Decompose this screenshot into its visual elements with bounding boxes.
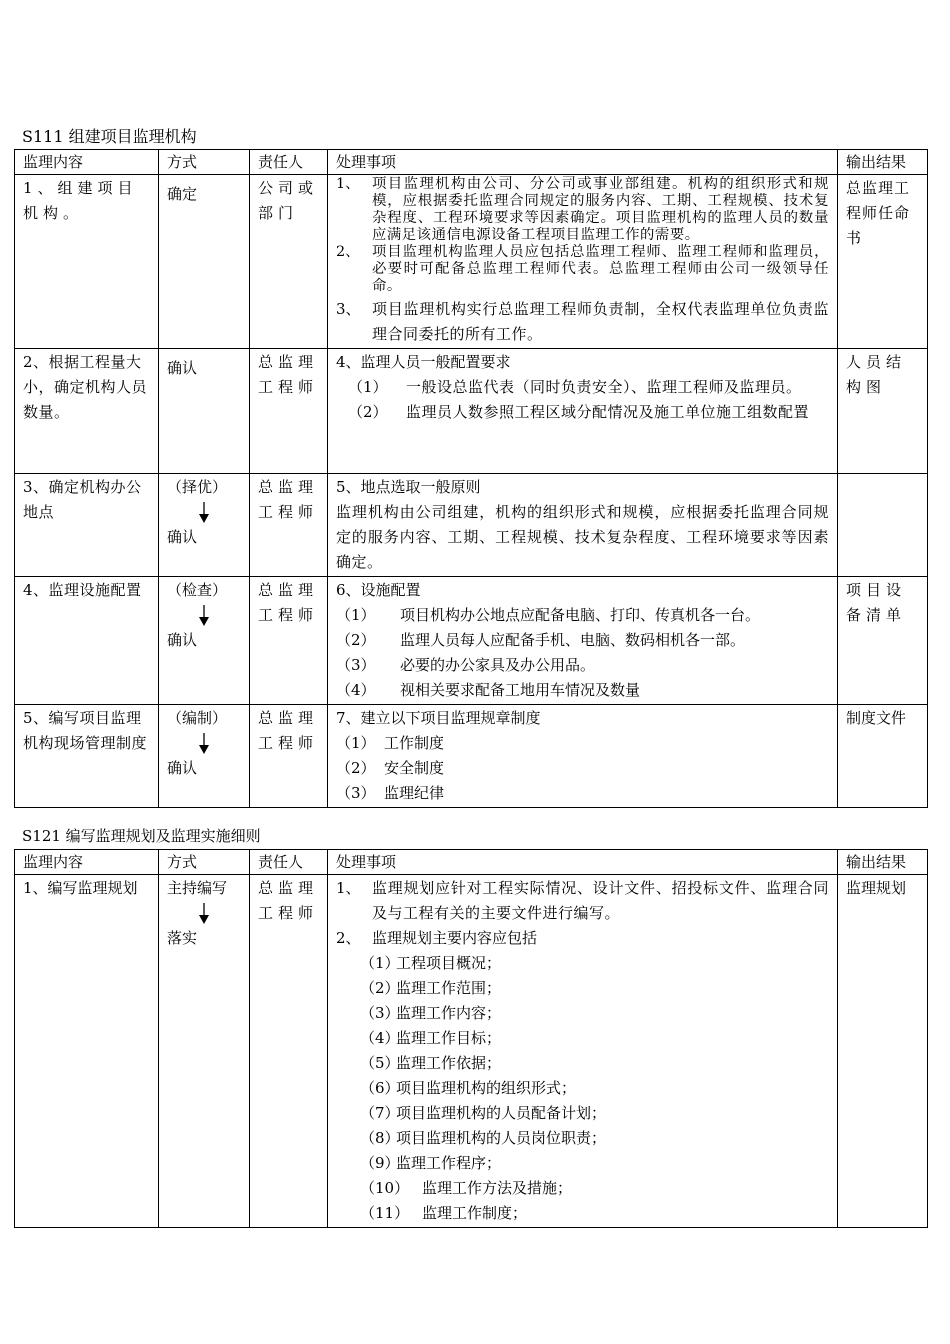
item-text: 项目机构办公地点应配备电脑、打印、传真机各一台。 bbox=[400, 606, 761, 624]
item-number: （7） bbox=[360, 1104, 400, 1122]
list-item bbox=[336, 781, 829, 806]
row-method bbox=[159, 175, 250, 349]
item-number: （1） bbox=[360, 954, 400, 972]
list-item bbox=[360, 1101, 829, 1126]
item-text: 监理工作目标； bbox=[396, 1029, 502, 1047]
row-content: 1、编写监理规划 bbox=[15, 875, 159, 1228]
header-method: 方式 bbox=[159, 850, 250, 875]
list-item bbox=[360, 976, 829, 1001]
row-actions bbox=[328, 474, 838, 577]
item-number: （2） bbox=[336, 759, 376, 777]
item-number: （2） bbox=[360, 979, 400, 997]
row-actions bbox=[328, 705, 838, 808]
row-method bbox=[159, 577, 250, 705]
list-item bbox=[336, 244, 829, 295]
row-actions bbox=[328, 349, 838, 474]
item-heading: 6、设施配置 bbox=[336, 581, 421, 599]
list-item bbox=[336, 400, 829, 425]
row-content: 1、组建项目机构。 bbox=[15, 175, 159, 349]
header-owner: 责任人 bbox=[250, 850, 328, 875]
list-item bbox=[336, 628, 829, 653]
row-method bbox=[159, 875, 250, 1228]
item-text: 监理规划主要内容应包括 bbox=[372, 929, 538, 947]
row-owner: 公司或部门 bbox=[250, 175, 328, 349]
row-output: 监理规划 bbox=[838, 875, 928, 1228]
item-number: （1） bbox=[348, 378, 388, 396]
list-item bbox=[360, 1126, 829, 1151]
header-content: 监理内容 bbox=[15, 150, 159, 175]
header-method: 方式 bbox=[159, 150, 250, 175]
section2-title: S121 编写监理规划及监理实施细则 bbox=[22, 827, 261, 845]
down-arrow-icon bbox=[197, 731, 211, 756]
header-owner: 责任人 bbox=[250, 150, 328, 175]
section1-title: S111 组建项目监理机构 bbox=[22, 127, 197, 146]
item-text: 监理工作内容； bbox=[396, 1004, 502, 1022]
item-text: 项目监理机构的组织形式； bbox=[396, 1079, 577, 1097]
item-text: 工程项目概况； bbox=[396, 954, 502, 972]
sub-list bbox=[336, 951, 829, 1226]
row-method bbox=[159, 349, 250, 474]
list-item bbox=[336, 603, 829, 628]
item-number: （11） bbox=[360, 1204, 410, 1222]
item-number: （6） bbox=[360, 1079, 400, 1097]
item-number: 1、 bbox=[336, 879, 361, 897]
row-owner: 总监理工程师 bbox=[250, 705, 328, 808]
item-text: 监理工作范围； bbox=[396, 979, 502, 997]
item-number: （3） bbox=[336, 656, 376, 674]
table-row bbox=[15, 875, 928, 1228]
item-text: 监理员人数参照工程区域分配情况及施工单位施工组数配置 bbox=[406, 403, 810, 421]
table-row bbox=[15, 705, 928, 808]
row-content: 3、确定机构办公地点 bbox=[15, 474, 159, 577]
list-item bbox=[336, 176, 829, 244]
row-actions bbox=[328, 875, 838, 1228]
row-method bbox=[159, 705, 250, 808]
header-output: 输出结果 bbox=[838, 850, 928, 875]
row-content: 4、监理设施配置 bbox=[15, 577, 159, 705]
section2-table bbox=[14, 849, 928, 1228]
method-label: 确认 bbox=[167, 759, 198, 777]
list-item bbox=[336, 756, 829, 781]
row-owner: 总监理工程师 bbox=[250, 474, 328, 577]
item-number: （2） bbox=[336, 631, 376, 649]
table-row bbox=[15, 577, 928, 705]
table-row bbox=[15, 474, 928, 577]
item-text: 视相关要求配备工地用车情况及数量 bbox=[400, 681, 641, 699]
item-text: 项目监理机构实行总监理工程师负责制，全权代表监理单位负责监理合同委托的所有工作。 bbox=[372, 300, 829, 343]
down-arrow-icon bbox=[197, 901, 211, 926]
list-item bbox=[360, 1001, 829, 1026]
item-number: 2、 bbox=[336, 244, 360, 260]
method-step-label: （择优） bbox=[167, 478, 228, 496]
item-text: 必要的办公家具及办公用品。 bbox=[400, 656, 596, 674]
item-paragraph: 监理机构由公司组建，机构的组织形式和规模，应根据委托监理合同规定的服务内容、工期、工程规模、技术复杂程度、工程环境要求等因素确定。 bbox=[336, 503, 829, 571]
row-owner: 总监理工程师 bbox=[250, 875, 328, 1228]
item-number: （3） bbox=[360, 1004, 400, 1022]
row-actions bbox=[328, 577, 838, 705]
header-actions: 处理事项 bbox=[328, 850, 838, 875]
row-output: 人员结构图 bbox=[838, 349, 928, 474]
list-item bbox=[336, 678, 829, 703]
list-item bbox=[360, 1201, 829, 1226]
item-number: （1） bbox=[336, 606, 376, 624]
item-text: 监理工作制度； bbox=[422, 1204, 528, 1222]
row-output: 总监理工程师任命书 bbox=[838, 175, 928, 349]
item-text: 项目监理机构的人员配备计划； bbox=[396, 1104, 607, 1122]
item-number: （3） bbox=[336, 784, 376, 802]
list-item bbox=[336, 731, 829, 756]
item-text: 监理工作程序； bbox=[396, 1154, 502, 1172]
list-item bbox=[360, 1026, 829, 1051]
list-item bbox=[360, 1076, 829, 1101]
item-heading: 4、监理人员一般配置要求 bbox=[336, 353, 511, 371]
list-item bbox=[336, 653, 829, 678]
row-output: 项目设备清单 bbox=[838, 577, 928, 705]
list-item bbox=[360, 1176, 829, 1201]
item-number: 2、 bbox=[336, 929, 361, 947]
method-step-label: （检查） bbox=[167, 581, 228, 599]
item-number: （9） bbox=[360, 1154, 400, 1172]
item-number: （10） bbox=[360, 1179, 410, 1197]
list-item bbox=[336, 926, 829, 951]
item-text: 工作制度 bbox=[384, 734, 445, 752]
list-item bbox=[336, 297, 829, 347]
table-row bbox=[15, 349, 928, 474]
item-number: （4） bbox=[360, 1029, 400, 1047]
list-item bbox=[360, 1051, 829, 1076]
down-arrow-icon bbox=[197, 603, 211, 628]
item-text: 项目监理机构的人员岗位职责； bbox=[396, 1129, 607, 1147]
method-label: 确认 bbox=[167, 359, 198, 377]
list-item bbox=[360, 1151, 829, 1176]
item-text: 监理工作方法及措施； bbox=[422, 1179, 573, 1197]
section1-table bbox=[14, 149, 928, 808]
item-text: 项目监理机构监理人员应包括总监理工程师、监理工程师和监理员，必要时可配备总监理工程师代表。总监理工程师由公司一级领导任命。 bbox=[372, 244, 829, 294]
header-actions: 处理事项 bbox=[328, 150, 838, 175]
item-text: 安全制度 bbox=[384, 759, 445, 777]
row-owner: 总监理工程师 bbox=[250, 349, 328, 474]
row-output bbox=[838, 474, 928, 577]
method-label: 确认 bbox=[167, 528, 198, 546]
item-text: 监理工作依据； bbox=[396, 1054, 502, 1072]
item-text: 一般设总监代表（同时负责安全）、监理工程师及监理员。 bbox=[406, 378, 802, 396]
item-number: 3、 bbox=[336, 300, 361, 318]
row-content: 5、编写项目监理机构现场管理制度 bbox=[15, 705, 159, 808]
table-header-row bbox=[15, 850, 928, 875]
item-number: （4） bbox=[336, 681, 376, 699]
item-number: （1） bbox=[336, 734, 376, 752]
item-number: （2） bbox=[348, 403, 388, 421]
row-actions bbox=[328, 175, 838, 349]
item-text: 监理规划应针对工程实际情况、设计文件、招投标文件、监理合同及与工程有关的主要文件进行编写。 bbox=[372, 879, 829, 922]
method-label: 确认 bbox=[167, 631, 198, 649]
item-number: 1、 bbox=[336, 176, 360, 192]
method-label: 落实 bbox=[167, 929, 198, 947]
method-step-label: 主持编写 bbox=[167, 879, 228, 897]
item-heading: 7、建立以下项目监理规章制度 bbox=[336, 709, 541, 727]
list-item bbox=[360, 951, 829, 976]
row-output: 制度文件 bbox=[838, 705, 928, 808]
method-step-label: （编制） bbox=[167, 709, 228, 727]
item-number: （5） bbox=[360, 1054, 400, 1072]
table-row bbox=[15, 175, 928, 349]
item-heading: 5、地点选取一般原则 bbox=[336, 478, 481, 496]
list-item bbox=[336, 876, 829, 926]
header-content: 监理内容 bbox=[15, 850, 159, 875]
item-number: （8） bbox=[360, 1129, 400, 1147]
row-method bbox=[159, 474, 250, 577]
item-text: 监理纪律 bbox=[384, 784, 445, 802]
row-content: 2、根据工程量大小，确定机构人员数量。 bbox=[15, 349, 159, 474]
row-owner: 总监理工程师 bbox=[250, 577, 328, 705]
list-item bbox=[336, 375, 829, 400]
item-text: 项目监理机构由公司、分公司或事业部组建。机构的组织形式和规模，应根据委托监理合同规定的服务内容、工期、工程规模、技术复杂程度、工程环境要求等因素确定。项目监理机构的监理人员的数量应满足该通信电源设备工程项目监理工作的需要。 bbox=[372, 176, 829, 243]
down-arrow-icon bbox=[197, 500, 211, 525]
method-label: 确定 bbox=[167, 185, 198, 203]
table-header-row bbox=[15, 150, 928, 175]
header-output: 输出结果 bbox=[838, 150, 928, 175]
item-text: 监理人员每人应配备手机、电脑、数码相机各一部。 bbox=[400, 631, 746, 649]
